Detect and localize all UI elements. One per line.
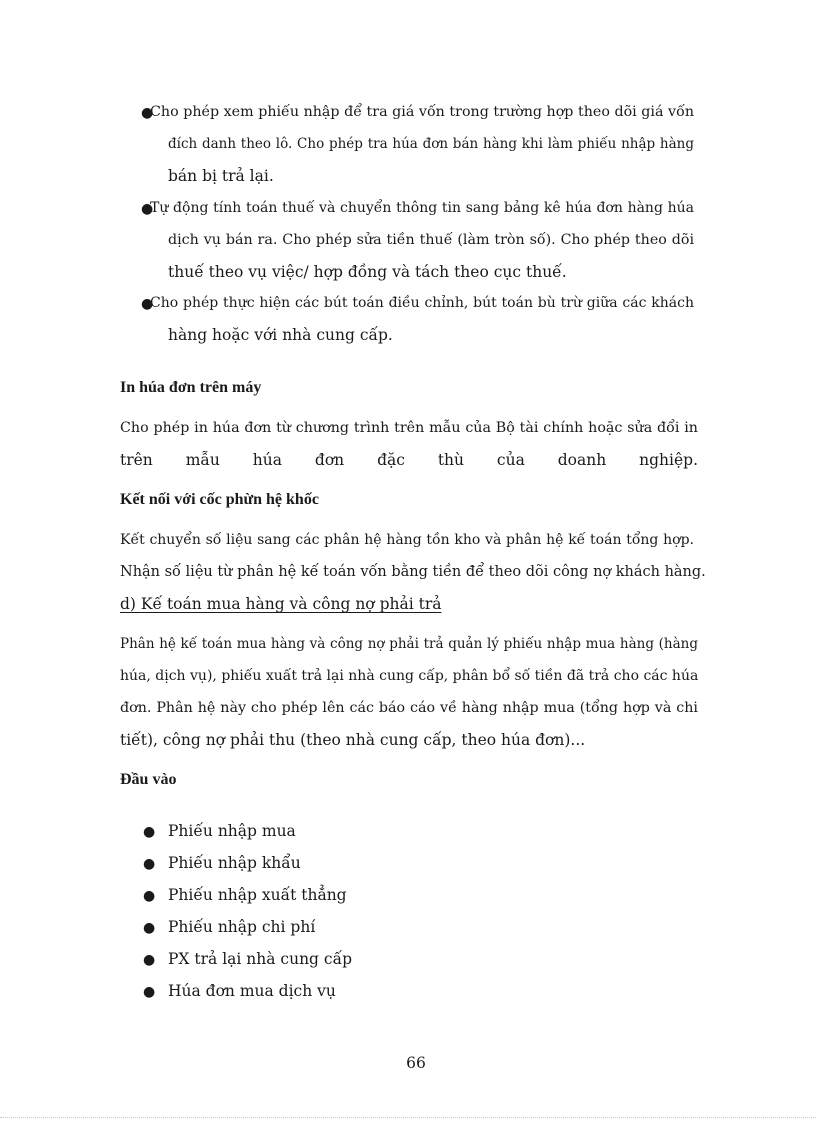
list-item: Phiếu nhập xuất thẳng (168, 886, 347, 904)
para-connect-line-1: Kết chuyển số liệu sang các phân hệ hàng tồn kho và phân hệ kế toán tổng hợp. (120, 532, 694, 548)
para-section-line-2: húa, dịch vụ), phiếu xuất trả lại nhà cung cấp, phân bổ số tiền đã trả cho các húa (120, 668, 699, 684)
list-item: Phiếu nhập khẩu (168, 854, 301, 872)
bullet-3-line-1: Cho phép thực hiện các bút toán điều chỉnh, bút toán bù trừ giữa các khách (150, 295, 694, 311)
bullet-1-line-1: Cho phép xem phiếu nhập để tra giá vốn trong trường hợp theo dõi giá vốn (150, 104, 694, 120)
para-connect-line-2: Nhận số liệu từ phân hệ kế toán vốn bằng tiền để theo dõi công nợ khách hàng. (120, 564, 706, 580)
para-print-line-2: trên mẫu húa đơn đặc thù của doanh nghiệp. (120, 451, 698, 469)
para-section-line-4: tiết), công nợ phải thu (theo nhà cung cấp, theo húa đơn)... (120, 731, 586, 749)
list-item: Phiếu nhập mua (168, 822, 296, 840)
bullet-dot: ● (143, 856, 156, 872)
bullet-2-line-2: dịch vụ bán ra. Cho phép sửa tiền thuế (làm tròn số). Cho phép theo dõi (168, 232, 694, 248)
bullet-dot: ● (141, 296, 154, 312)
heading-input: Đầu vào (120, 771, 177, 788)
bullet-2-line-3: thuế theo vụ việc/ hợp đồng và tách theo cục thuế. (168, 263, 567, 281)
bullet-dot: ● (143, 824, 156, 840)
bullet-2-line-1: Tự động tính toán thuế và chuyển thông tin sang bảng kê húa đơn hàng húa (150, 200, 694, 216)
para-section-line-1: Phân hệ kế toán mua hàng và công nợ phải trả quản lý phiếu nhập mua hàng (hàng (120, 636, 698, 652)
list-item: Húa đơn mua dịch vụ (168, 982, 336, 1000)
heading-print-invoice: In húa đơn trên máy (120, 379, 262, 396)
bullet-dot: ● (143, 920, 156, 936)
bullet-dot: ● (141, 201, 154, 217)
bullet-3-line-2: hàng hoặc với nhà cung cấp. (168, 326, 393, 344)
section-title: d) Kế toán mua hàng và công nợ phải trả (120, 595, 442, 613)
heading-connect: Kết nối với cốc phừn hệ khốc (120, 491, 319, 508)
list-item: PX trả lại nhà cung cấp (168, 950, 353, 968)
list-item: Phiếu nhập chi phí (168, 918, 316, 936)
page-bottom-divider (0, 1117, 816, 1118)
bullet-dot: ● (143, 888, 156, 904)
page-number: 66 (406, 1054, 426, 1072)
para-section-line-3: đơn. Phân hệ này cho phép lên các báo cáo về hàng nhập mua (tổng hợp và chi (120, 700, 698, 716)
bullet-1-line-2: đích danh theo lô. Cho phép tra húa đơn bán hàng khi làm phiếu nhập hàng (168, 136, 694, 152)
para-print-line-1: Cho phép in húa đơn từ chương trình trên mẫu của Bộ tài chính hoặc sửa đổi in (120, 420, 698, 436)
bullet-dot: ● (143, 952, 156, 968)
bullet-dot: ● (143, 984, 156, 1000)
bullet-dot: ● (141, 105, 154, 121)
bullet-1-line-3: bán bị trả lại. (168, 167, 274, 185)
